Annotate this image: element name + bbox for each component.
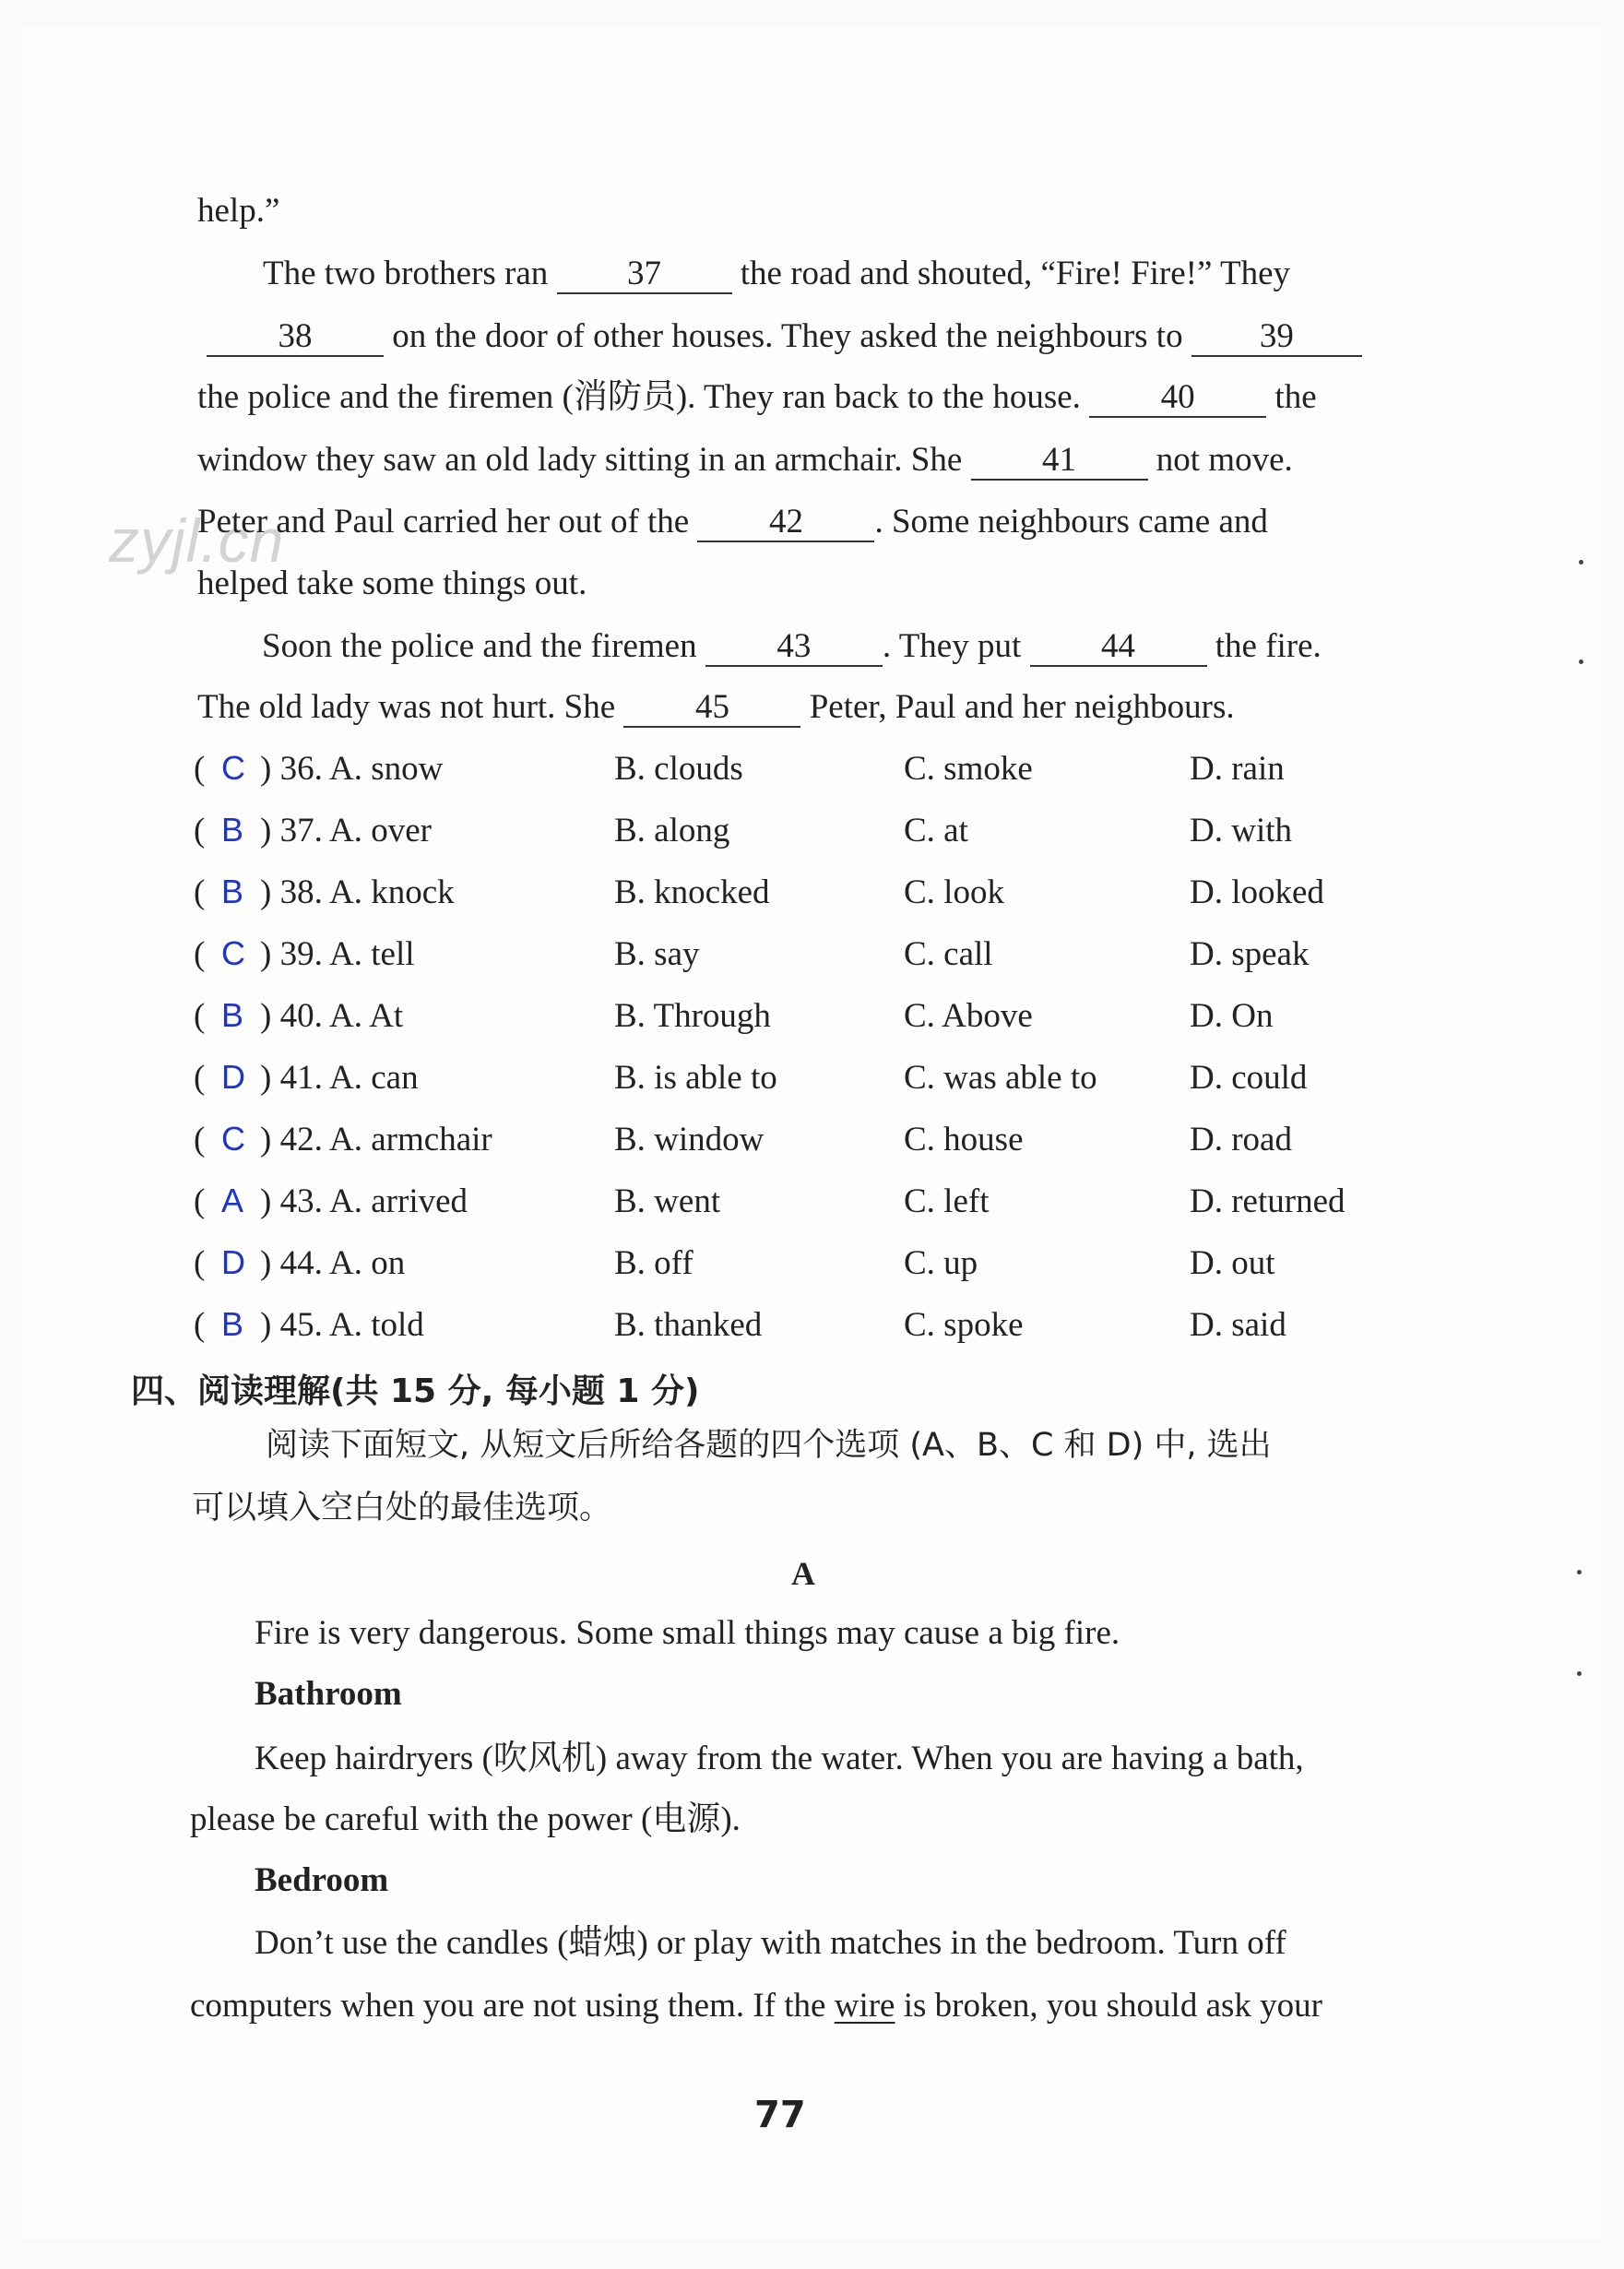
blank-43: 43 <box>705 629 883 667</box>
open-paren: ( <box>194 750 206 788</box>
instruction-line-1: 阅读下面短文, 从短文后所给各题的四个选项 (A、B、C 和 D) 中, 选出 <box>266 1427 1272 1464</box>
blank-37: 37 <box>557 256 732 294</box>
option-c: C. at <box>904 812 968 849</box>
scan-dot <box>1577 1671 1582 1676</box>
answer-letter: C <box>221 934 245 972</box>
option-d: D. looked <box>1190 873 1324 911</box>
passage-line-8: The old lady was not hurt. She 45 Peter, Paul and her neighbours. <box>197 688 1235 726</box>
option-d: D. road <box>1190 1121 1292 1158</box>
subheading-bathroom: Bathroom <box>255 1675 402 1713</box>
open-paren: ( <box>194 1306 206 1344</box>
option-a: ) 41. A. can <box>260 1059 419 1097</box>
underlined-word-wire: wire <box>834 1987 895 2025</box>
subheading-bedroom: Bedroom <box>255 1861 389 1899</box>
option-a: ) 43. A. arrived <box>260 1182 468 1220</box>
blank-44: 44 <box>1030 629 1207 667</box>
passage-line-6: helped take some things out. <box>197 564 587 602</box>
option-b: B. knocked <box>614 873 770 911</box>
answer-letter: C <box>221 1120 245 1158</box>
question-row <box>194 1243 1393 1286</box>
passage-line-0: help.” <box>197 192 280 230</box>
answer-letter: B <box>221 996 244 1034</box>
instruction-line-2: 可以填入空白处的最佳选项。 <box>192 1490 612 1527</box>
option-c: C. Above <box>904 997 1033 1035</box>
open-paren: ( <box>194 873 206 911</box>
option-a: ) 42. A. armchair <box>260 1121 492 1158</box>
open-paren: ( <box>194 1182 206 1220</box>
question-row <box>194 1182 1393 1224</box>
question-row <box>194 749 1393 791</box>
option-b: B. is able to <box>614 1059 777 1097</box>
option-b: B. along <box>614 812 730 849</box>
answer-letter: B <box>221 1305 244 1343</box>
option-d: D. rain <box>1190 750 1285 788</box>
option-b: B. say <box>614 935 700 973</box>
answer-letter: A <box>221 1182 244 1219</box>
page-number: 77 <box>754 2094 806 2136</box>
option-c: C. smoke <box>904 750 1033 788</box>
question-row <box>194 996 1393 1039</box>
passage-line-5: Peter and Paul carried her out of the 42 . Some neighbours came and <box>197 503 1268 541</box>
reading-line-3: please be careful with the power (电源). <box>190 1800 741 1838</box>
option-a: ) 38. A. knock <box>260 873 455 911</box>
option-b: B. off <box>614 1244 693 1282</box>
option-c: C. was able to <box>904 1059 1097 1097</box>
option-d: D. with <box>1190 812 1292 849</box>
option-d: D. said <box>1190 1306 1286 1344</box>
scan-dot <box>1579 659 1583 664</box>
option-a: ) 40. A. At <box>260 997 404 1035</box>
option-c: C. left <box>904 1182 990 1220</box>
option-a: ) 39. A. tell <box>260 935 415 973</box>
watermark: zyjl.cn <box>109 506 285 575</box>
option-c: C. call <box>904 935 993 973</box>
open-paren: ( <box>194 812 206 849</box>
question-row <box>194 934 1393 977</box>
answer-letter: B <box>221 873 244 910</box>
question-row <box>194 811 1393 853</box>
passage-line-3: the police and the firemen (消防员). They ran back to the house. 40 the <box>197 378 1317 416</box>
reading-line-2: Keep hairdryers (吹风机) away from the water. When you are having a bath, <box>255 1740 1304 1777</box>
option-d: D. On <box>1190 997 1274 1035</box>
blank-40: 40 <box>1089 380 1266 418</box>
option-a: ) 37. A. over <box>260 812 432 849</box>
option-b: B. clouds <box>614 750 743 788</box>
scan-dot <box>1577 1570 1582 1574</box>
question-row <box>194 873 1393 915</box>
answer-letter: D <box>221 1058 245 1096</box>
reading-line-1: Fire is very dangerous. Some small things may cause a big fire. <box>255 1614 1120 1652</box>
question-row <box>194 1305 1393 1348</box>
answer-letter: C <box>221 749 245 787</box>
option-b: B. thanked <box>614 1306 763 1344</box>
option-a: ) 45. A. told <box>260 1306 424 1344</box>
option-a: ) 36. A. snow <box>260 750 444 788</box>
passage-line-2: 38 on the door of other houses. They asked the neighbours to 39 <box>207 319 1362 357</box>
passage-line-1: The two brothers ran 37 the road and shouted, “Fire! Fire!” They <box>263 255 1291 292</box>
option-c: C. spoke <box>904 1306 1024 1344</box>
option-c: C. up <box>904 1244 978 1282</box>
option-b: B. window <box>614 1121 765 1158</box>
passage-line-4: window they saw an old lady sitting in an armchair. She 41 not move. <box>197 441 1293 479</box>
scan-dot <box>1579 560 1583 564</box>
blank-38: 38 <box>207 319 384 357</box>
passage-label: A <box>791 1555 815 1592</box>
blank-42: 42 <box>697 505 874 542</box>
reading-line-4: Don’t use the candles (蜡烛) or play with matches in the bedroom. Turn off <box>255 1924 1286 1962</box>
option-d: D. out <box>1190 1244 1275 1282</box>
option-b: B. Through <box>614 997 771 1035</box>
question-row <box>194 1120 1393 1162</box>
blank-41: 41 <box>971 443 1148 481</box>
option-c: C. house <box>904 1121 1024 1158</box>
open-paren: ( <box>194 935 206 973</box>
open-paren: ( <box>194 997 206 1035</box>
question-row <box>194 1058 1393 1100</box>
section-heading: 四、阅读理解(共 15 分, 每小题 1 分) <box>131 1372 700 1410</box>
open-paren: ( <box>194 1244 206 1282</box>
option-d: D. speak <box>1190 935 1310 973</box>
answer-letter: B <box>221 811 244 849</box>
answer-letter: D <box>221 1243 245 1281</box>
passage-line-7: Soon the police and the firemen 43 . They put 44 the fire. <box>262 627 1322 665</box>
option-d: D. could <box>1190 1059 1308 1097</box>
option-d: D. returned <box>1190 1182 1345 1220</box>
option-c: C. look <box>904 873 1004 911</box>
option-a: ) 44. A. on <box>260 1244 406 1282</box>
blank-39: 39 <box>1191 319 1362 357</box>
blank-45: 45 <box>623 690 800 728</box>
open-paren: ( <box>194 1121 206 1158</box>
open-paren: ( <box>194 1059 206 1097</box>
reading-line-5: computers when you are not using them. If the wire is broken, you should ask your <box>190 1987 1322 2025</box>
option-b: B. went <box>614 1182 721 1220</box>
